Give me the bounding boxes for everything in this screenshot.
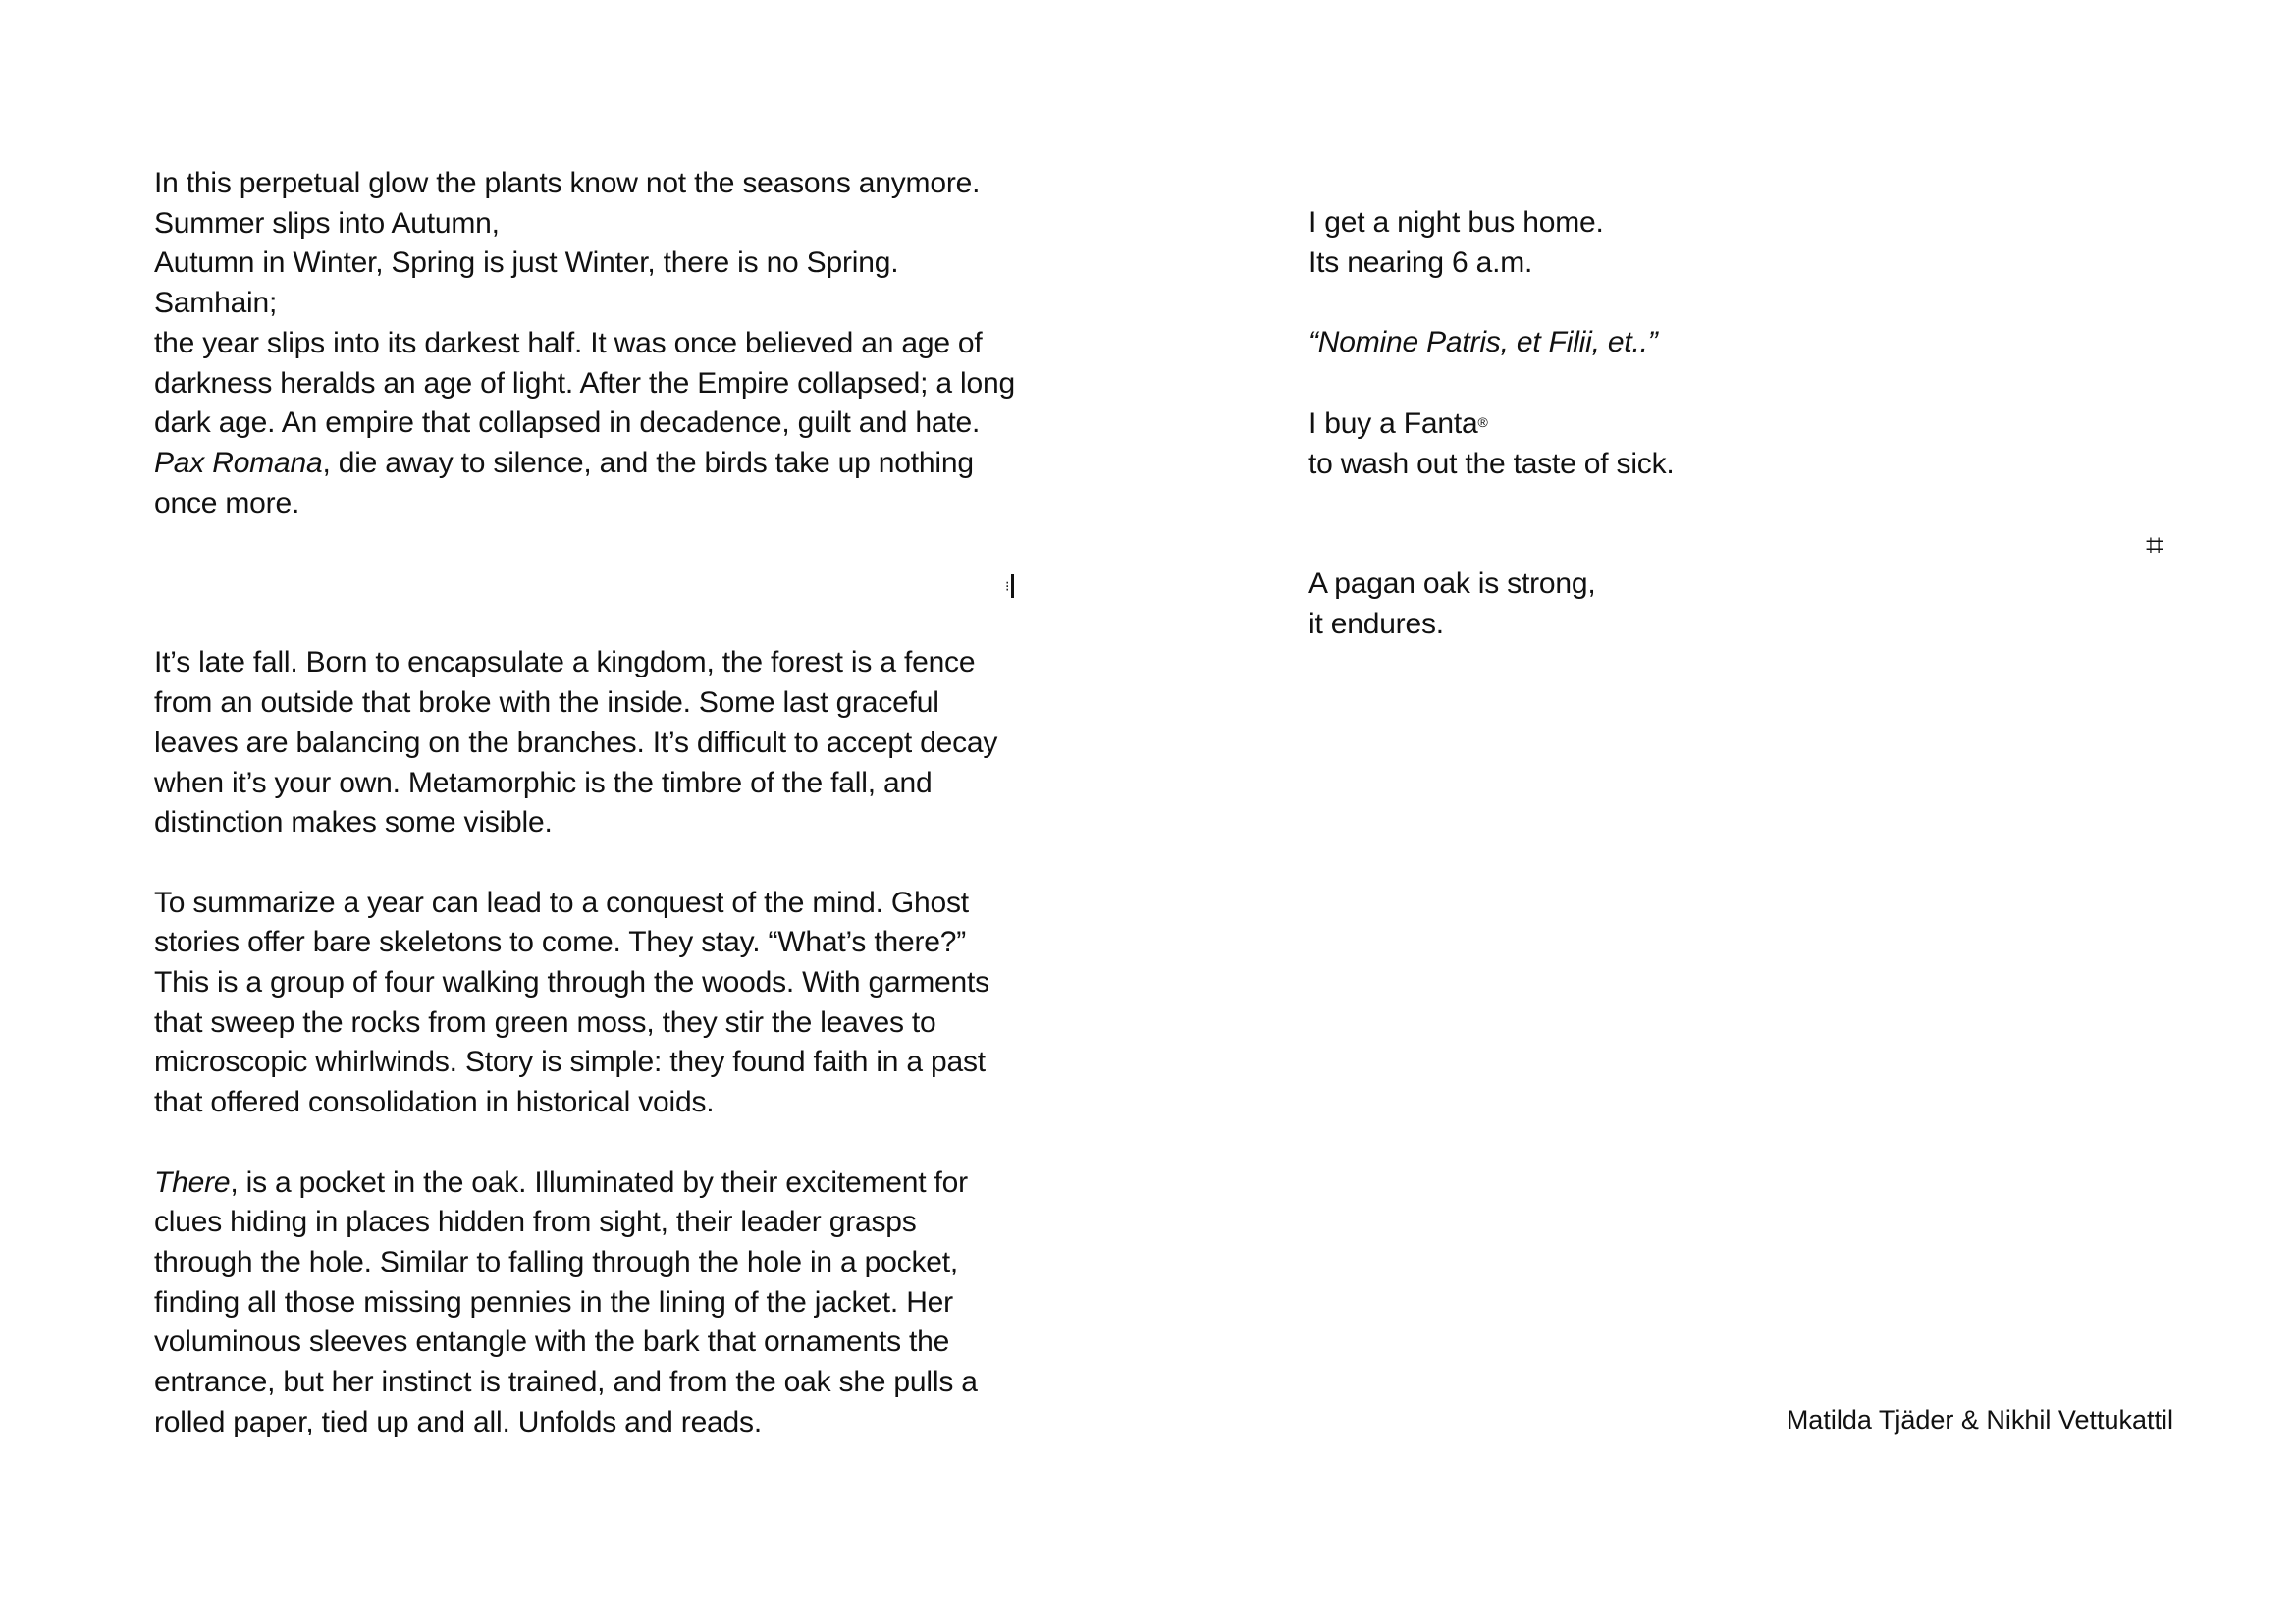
text-line: that offered consolidation in historical voids. xyxy=(154,1086,715,1119)
left-column xyxy=(154,164,1038,1442)
registered-mark: ® xyxy=(1477,414,1488,431)
text-line: to wash out the taste of sick. xyxy=(1308,448,1675,481)
text-line: A pagan oak is strong, xyxy=(1308,568,1596,601)
text-line-there xyxy=(154,1164,1038,1204)
paragraph-gap xyxy=(1308,283,2192,323)
text-line-pax-romana xyxy=(154,444,1038,484)
text-line: Autumn in Winter, Spring is just Winter, there is no Spring. xyxy=(154,246,899,280)
section-break-mark-left xyxy=(1005,570,1014,601)
text-line: rolled paper, tied up and all. Unfolds and reads. xyxy=(154,1405,762,1438)
there-rest: , is a pocket in the oak. Illuminated by their excitement for xyxy=(230,1165,968,1199)
there-italic: There xyxy=(154,1165,231,1199)
text-line: Summer slips into Autumn, xyxy=(154,206,500,240)
pax-romana-rest: , die away to silence, and the birds take up nothing xyxy=(322,446,974,479)
text-line: from an outside that broke with the inside. Some last graceful xyxy=(154,686,939,720)
text-line: microscopic whirlwinds. Story is simple: they found faith in a past xyxy=(154,1046,986,1079)
text-line: finding all those missing pennies in the lining of the jacket. Her xyxy=(154,1285,953,1319)
text-line: voluminous sleeves entangle with the bark that ornaments the xyxy=(154,1326,950,1359)
text-line: darkness heralds an age of light. After the Empire collapsed; a long xyxy=(154,366,1015,400)
fanta-text: I buy a Fanta xyxy=(1308,407,1478,441)
text-line: distinction makes some visible. xyxy=(154,806,553,839)
paragraph-gap xyxy=(1308,485,2192,525)
text-line: dark age. An empire that collapsed in decadence, guilt and hate. xyxy=(154,406,981,440)
section-bar-glyph xyxy=(1011,574,1014,598)
text-line: it endures. xyxy=(1308,607,1444,640)
pax-romana-italic: Pax Romana xyxy=(154,446,323,479)
paragraph-gap xyxy=(154,843,1038,884)
latin-quote-italic: “Nomine Patris, et Filii, et..” xyxy=(1308,326,1658,359)
paragraph-gap xyxy=(154,523,1038,564)
right-column xyxy=(1308,203,2192,645)
paragraph-gap xyxy=(154,1123,1038,1164)
text-line: the year slips into its darkest half. It was once believed an age of xyxy=(154,326,983,359)
text-line: through the hole. Similar to falling through the hole in a pocket, xyxy=(154,1245,958,1278)
paragraph-gap xyxy=(1308,525,2192,566)
text-line: that sweep the rocks from green moss, they stir the leaves to xyxy=(154,1005,936,1039)
section-dots-glyph: ⁝ xyxy=(1005,578,1010,595)
text-line: entrance, but her instinct is trained, and from the oak she pulls a xyxy=(154,1366,978,1399)
text-line: clues hiding in places hidden from sight, their leader grasps xyxy=(154,1206,917,1239)
text-line: leaves are balancing on the branches. It’s difficult to accept decay xyxy=(154,726,998,759)
text-line: This is a group of four walking through the woods. With garments xyxy=(154,966,989,999)
text-line: I get a night bus home. xyxy=(1308,206,1604,239)
section-break-mark-right: ⌗ xyxy=(2146,527,2164,563)
latin-quote xyxy=(1308,323,2192,363)
text-line: Its nearing 6 a.m. xyxy=(1308,245,1533,279)
paragraph-gap xyxy=(154,604,1038,644)
text-line-fanta xyxy=(1308,403,2192,445)
text-line: stories offer bare skeletons to come. They stay. “What’s there?” xyxy=(154,926,967,959)
paragraph-gap xyxy=(1308,363,2192,404)
text-line: Samhain; xyxy=(154,287,278,320)
text-line: when it’s your own. Metamorphic is the timbre of the fall, and xyxy=(154,766,933,799)
paragraph-gap xyxy=(154,564,1038,604)
text-line: To summarize a year can lead to a conquest of the mind. Ghost xyxy=(154,886,969,919)
text-line: It’s late fall. Born to encapsulate a kingdom, the forest is a fence xyxy=(154,646,976,679)
text-line: In this perpetual glow the plants know not the seasons anymore. xyxy=(154,167,981,199)
author-credits: Matilda Tjäder & Nikhil Vettukattil xyxy=(1786,1405,2173,1435)
text-line: once more. xyxy=(154,486,300,519)
